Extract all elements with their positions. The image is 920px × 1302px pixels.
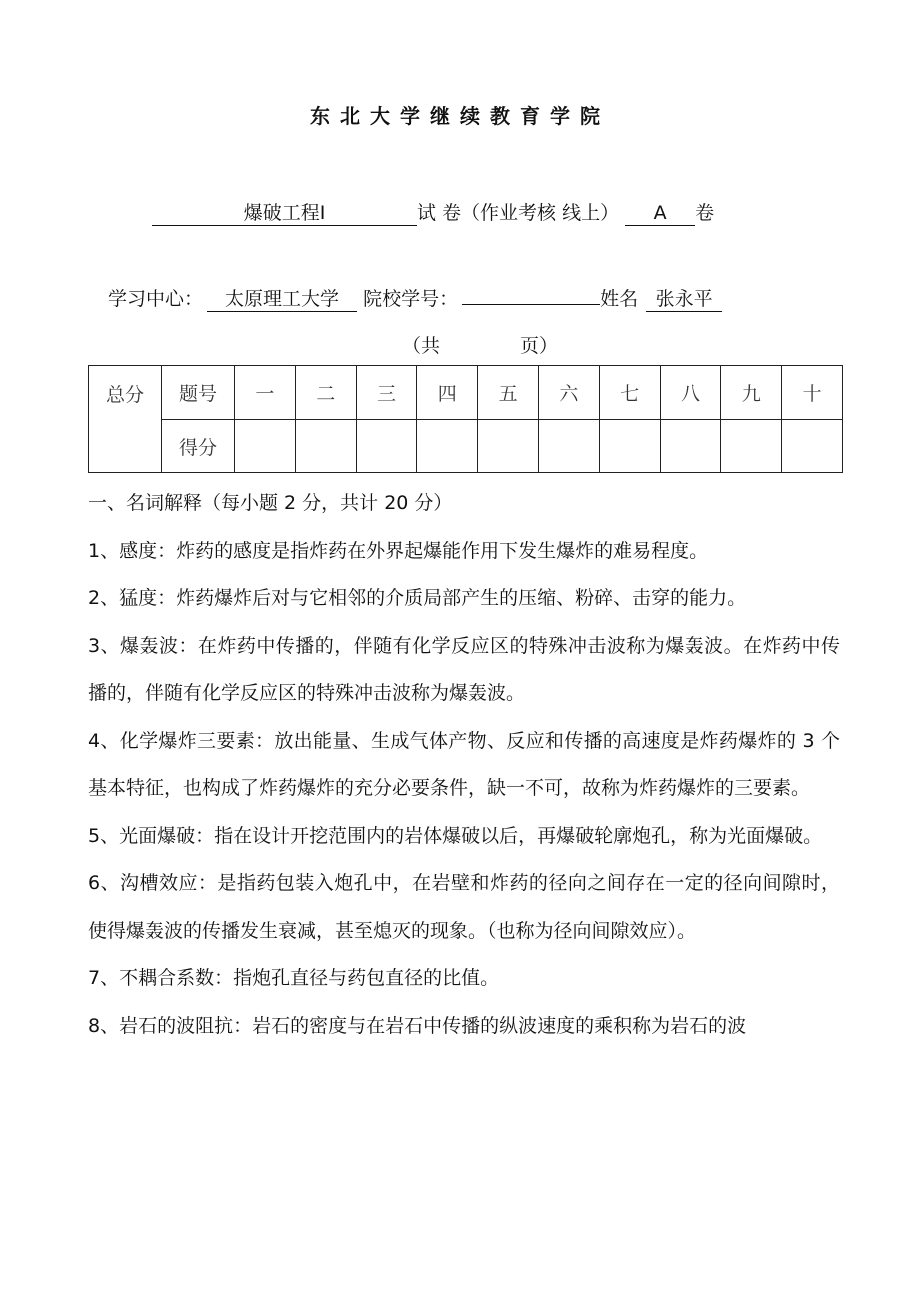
definition-item: 2、猛度：炸药爆炸后对与它相邻的介质局部产生的压缩、粉碎、击穿的能力。	[88, 587, 747, 609]
learning-center-label: 学习中心：	[108, 288, 204, 310]
paper-suffix: 卷	[695, 202, 715, 224]
institution-title: 东北大学继续教育学院	[310, 104, 610, 128]
score-cell	[721, 420, 782, 473]
page-count-prefix: （共	[402, 335, 441, 357]
score-cell	[478, 420, 539, 473]
question-col: 三	[356, 366, 417, 420]
exam-title-line	[152, 198, 714, 226]
question-col: 十	[782, 366, 843, 420]
page-count	[402, 331, 558, 358]
score-cell	[538, 420, 599, 473]
score-cell	[356, 420, 417, 473]
course-name: 爆破工程Ⅰ	[152, 201, 417, 226]
question-col: 九	[721, 366, 782, 420]
name-label: 姓名	[600, 288, 639, 310]
student-id-value	[462, 304, 600, 305]
definition-item: 5、光面爆破：指在设计开挖范围内的岩体爆破以后，再爆破轮廓炮孔，称为光面爆破。	[88, 824, 823, 847]
page-count-suffix: 页）	[520, 335, 559, 357]
definition-item: 3、爆轰波：在炸药中传播的，伴随有化学反应区的特殊冲击波称为爆轰波。在炸药中传播的，伴随有化学反应区的特殊冲击波称为爆轰波。	[88, 634, 840, 704]
score-cell	[295, 420, 356, 473]
exam-label: 试 卷（作业考核 线上）	[417, 202, 620, 224]
score-cell	[235, 420, 296, 473]
score-row	[89, 420, 843, 473]
definition-item: 8、岩石的波阻抗：岩石的密度与在岩石中传播的纵波速度的乘积称为岩石的波	[88, 1014, 747, 1037]
question-col: 七	[599, 366, 660, 420]
paper-type: A	[625, 201, 695, 226]
question-col: 一	[235, 366, 296, 420]
score-table	[88, 365, 843, 473]
score-cell	[599, 420, 660, 473]
section-definitions	[88, 480, 840, 1050]
score-cell	[417, 420, 478, 473]
question-col: 八	[660, 366, 721, 420]
learning-center-value: 太原理工大学	[207, 287, 357, 312]
total-score-label: 总分	[89, 366, 162, 473]
name-value: 张永平	[646, 287, 722, 312]
question-col: 二	[295, 366, 356, 420]
score-label: 得分	[162, 420, 235, 473]
section-heading: 一、名词解释（每小题 2 分，共计 20 分）	[88, 492, 453, 514]
score-cell	[660, 420, 721, 473]
score-cell	[782, 420, 843, 473]
student-id-label: 院校学号：	[363, 288, 459, 310]
definition-item: 6、沟槽效应：是指药包装入炮孔中，在岩壁和炸药的径向之间存在一定的径向间隙时，使得爆轰波的传播发生衰减，甚至熄灭的现象。（也称为径向间隙效应）。	[88, 872, 840, 942]
question-col: 五	[478, 366, 539, 420]
definition-item: 7、不耦合系数：指炮孔直径与药包直径的比值。	[88, 967, 500, 989]
student-info-line	[108, 284, 722, 312]
question-number-row	[89, 366, 843, 420]
question-col: 六	[538, 366, 599, 420]
question-col: 四	[417, 366, 478, 420]
definition-item: 1、感度：炸药的感度是指炸药在外界起爆能作用下发生爆炸的难易程度。	[88, 539, 709, 562]
definition-item: 4、化学爆炸三要素：放出能量、生成气体产物、反应和传播的高速度是炸药爆炸的 3 个基本特征，也构成了炸药爆炸的充分必要条件，缺一不可，故称为炸药爆炸的三要素。	[88, 729, 840, 799]
question-number-label: 题号	[162, 366, 235, 420]
